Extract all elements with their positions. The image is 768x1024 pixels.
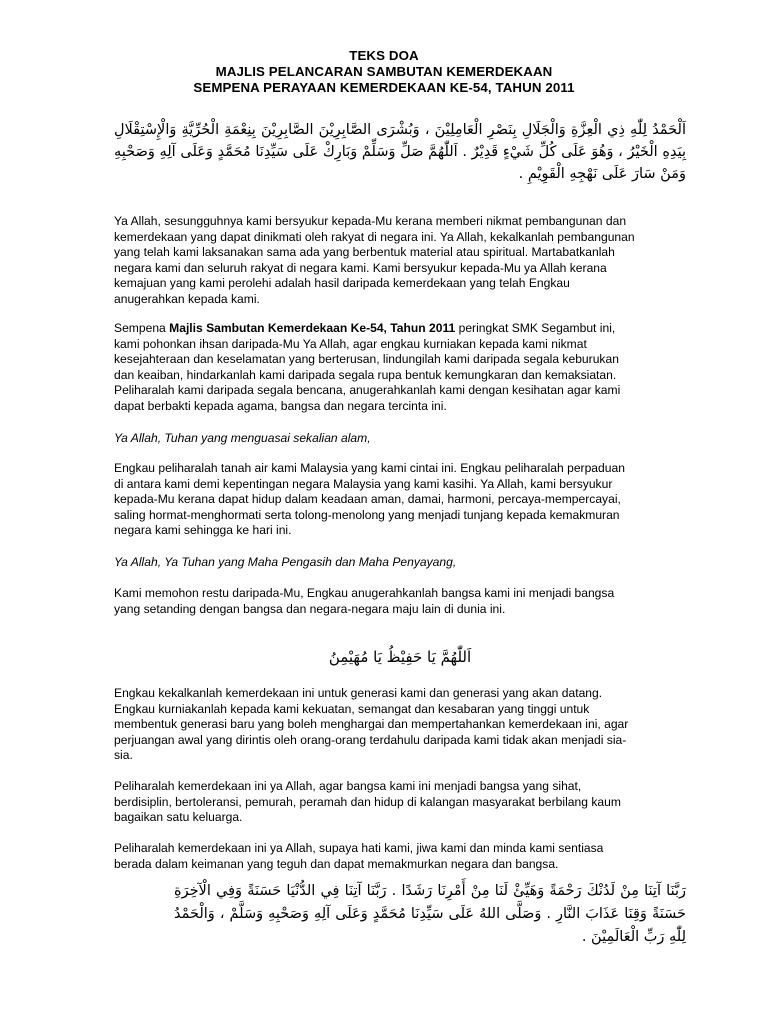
sempena-prefix: Sempena xyxy=(114,321,170,335)
invocation-pengasih xyxy=(114,555,658,571)
paragraph-sempena xyxy=(114,321,658,415)
paragraph-generasi xyxy=(114,686,658,764)
paragraph-line: Ya Allah, sesungguhnya kami bersyukur kepada-Mu kerana memberi nikmat pembangunan dan xyxy=(114,214,627,228)
paragraph-line: yang telah kami laksanakan sama ada yang berbentuk material atau spiritual. Martabatkanlah xyxy=(114,245,615,260)
sempena-suffix: peringkat SMK Segambut ini, xyxy=(455,321,616,335)
paragraph-line xyxy=(114,321,658,337)
invocation-tuhan xyxy=(114,431,658,447)
paragraph-line: berada dalam keimanan yang teguh dan dapat memakmurkan negara dan bangsa. xyxy=(114,856,559,871)
paragraph-line: Peliharalah kami daripada segala bencana, anugerahkanlah kami dengan kesihatan agar kami xyxy=(114,383,621,398)
paragraph-line: Ya Allah, Tuhan yang menguasai sekalian alam, xyxy=(114,431,371,445)
paragraph-restu xyxy=(114,586,658,617)
paragraph-line: Peliharalah kemerdekaan ini ya Allah, agar bangsa kami ini menjadi bangsa yang sihat, xyxy=(114,779,582,793)
paragraph-line: dapat berbakti kepada agama, bangsa dan negara tercinta ini. xyxy=(114,398,447,413)
paragraph-line: yang setanding dengan bangsa dan negara-negara maju lain di dunia ini. xyxy=(114,601,506,616)
paragraph-bangsa-sihat xyxy=(114,779,658,826)
paragraph-line: kemerdekaan yang dapat dinikmati oleh rakyat di negara ini. Ya Allah, kekalkanlah pembangunan xyxy=(114,229,635,244)
paragraph-line: dan keaiban, hindarkanlah kami daripada segala rupa bentuk kemungkaran dan kemaksiatan. xyxy=(114,367,617,382)
paragraph-line: saling hormat-menghormati serta tolong-menolong yang menjadi tunjang kepada kemakmuran xyxy=(114,507,620,522)
arabic-opening-prayer: اَلْحَمْدُ لِلّٰهِ ذِي الْعِزَّةِ وَالْجَلَالِ بِنَصْرِ الْعَامِلِيْنَ ، وَبُشْرَى الصَّابِرِيْنَ الصَّابِرِيْنَ بِنِعْمَةِ الْحُرِّيَّةِ وَالْإِسْتِقْلَالِ بِيَدِهِ الْخَيْرُ ، وَهُوَ عَلَى كُلِّ شَيْءٍ قَدِيْرٌ . اَللّٰهُمَّ صَلِّ وَسَلِّمْ وَبَارِكْ عَلَى سَيِّدِنَا مُحَمَّدٍ وَعَلَى آلِهِ وَصَحْبِهِ وَمَنْ سَارَ عَلَى نَهْجِهِ الْقَوِيْمِ . xyxy=(114,122,686,182)
event-name: Majlis Sambutan Kemerdekaan Ke-54, Tahun 2011 xyxy=(169,321,456,335)
paragraph-malaysia xyxy=(114,461,658,539)
paragraph-line: kepada-Mu kerana dapat hidup dalam keadaan aman, damai, harmoni, percaya-mempercayai, xyxy=(114,492,621,507)
title-line-2: MAJLIS PELANCARAN SAMBUTAN KEMERDEKAAN xyxy=(215,64,553,79)
arabic-closing-prayer: رَبَّنَا آتِنَا مِنْ لَدُنْكَ رَحْمَةً وَهَيِّئْ لَنَا مِنْ أَمْرِنَا رَشَدًا . رَبَّنَا آتِنَا فِي الدُّنْيَا حَسَنَةً وَفِي الْآخِرَةِ حَسَنَةً وَقِنَا عَذَابَ النَّارِ . وَصَلَّى اللهُ عَلَى سَيِّدِنَا مُحَمَّدٍ وَعَلَى آلِهِ وَصَحْبِهِ وَسَلَّمْ ، وَالْحَمْدُ لِلّٰهِ رَبِّ الْعَالَمِيْنَ . xyxy=(174,883,686,945)
paragraph-line: perjuangan awal yang dirintis oleh orang-orang terdahulu daripada kami tidak akan menjadi sia- xyxy=(114,732,627,747)
paragraph-line: Kami memohon restu daripada-Mu, Engkau anugerahkanlah bangsa kami ini menjadi bangsa xyxy=(114,586,615,600)
paragraph-line: berdisiplin, bertoleransi, pemurah, peramah dan hidup di kalangan masyarakat berbilang kaum xyxy=(114,794,621,809)
paragraph-line: kami pohonkan ihsan daripada-Mu Ya Allah, agar engkau kurniakan kepada kami nikmat xyxy=(114,336,587,351)
paragraph-line: bagaikan satu keluarga. xyxy=(114,810,243,825)
paragraph-line: negara kami sehingga ke hari ini. xyxy=(114,523,292,538)
paragraph-line: Ya Allah, Ya Tuhan yang Maha Pengasih dan Maha Penyayang, xyxy=(114,555,457,569)
title-line-1: TEKS DOA xyxy=(349,48,419,63)
paragraph-line: di antara kami demi kepentingan negara Malaysia yang kami kasihi. Ya Allah, kami bersyukur xyxy=(114,476,613,491)
paragraph-line: negara kami dan seluruh rakyat di negara kami. Kami bersyukur kepada-Mu ya Allah kerana xyxy=(114,260,607,275)
document-title xyxy=(0,48,768,96)
paragraph-line: Engkau kekalkanlah kemerdekaan ini untuk generasi kami dan generasi yang akan datang. xyxy=(114,686,603,700)
paragraph-line: sia. xyxy=(114,748,133,763)
paragraph-line: membentuk generasi baru yang boleh menghargai dan mempertahankan kemerdekaan ini, agar xyxy=(114,717,629,732)
arabic-middle-prayer: اَللّٰهُمَّ يَا حَفِيْظُ يَا مُهَيْمِنُ xyxy=(328,648,472,666)
paragraph-line: Engkau peliharalah tanah air kami Malaysia yang kami cintai ini. Engkau peliharalah perpaduan xyxy=(114,461,625,475)
paragraph-line: Peliharalah kemerdekaan ini ya Allah, supaya hati kami, jiwa kami dan minda kami sentiasa xyxy=(114,841,604,855)
paragraph-keimanan xyxy=(114,841,658,872)
paragraph-line: kemajuan yang kami perolehi adalah hasil daripada kemerdekaan yang telah Engkau xyxy=(114,276,570,291)
paragraph-line: Engkau kurniakanlah kepada kami kekuatan, semangat dan kesabaran yang tinggi untuk xyxy=(114,701,590,716)
paragraph-gratitude xyxy=(114,214,658,308)
paragraph-line: kesejahteraan dan keselamatan yang berterusan, lindungilah kami daripada segala keburukan xyxy=(114,352,619,367)
paragraph-line: anugerahkan kepada kami. xyxy=(114,291,260,306)
title-line-3: SEMPENA PERAYAAN KEMERDEKAAN KE-54, TAHUN 2011 xyxy=(193,80,575,95)
